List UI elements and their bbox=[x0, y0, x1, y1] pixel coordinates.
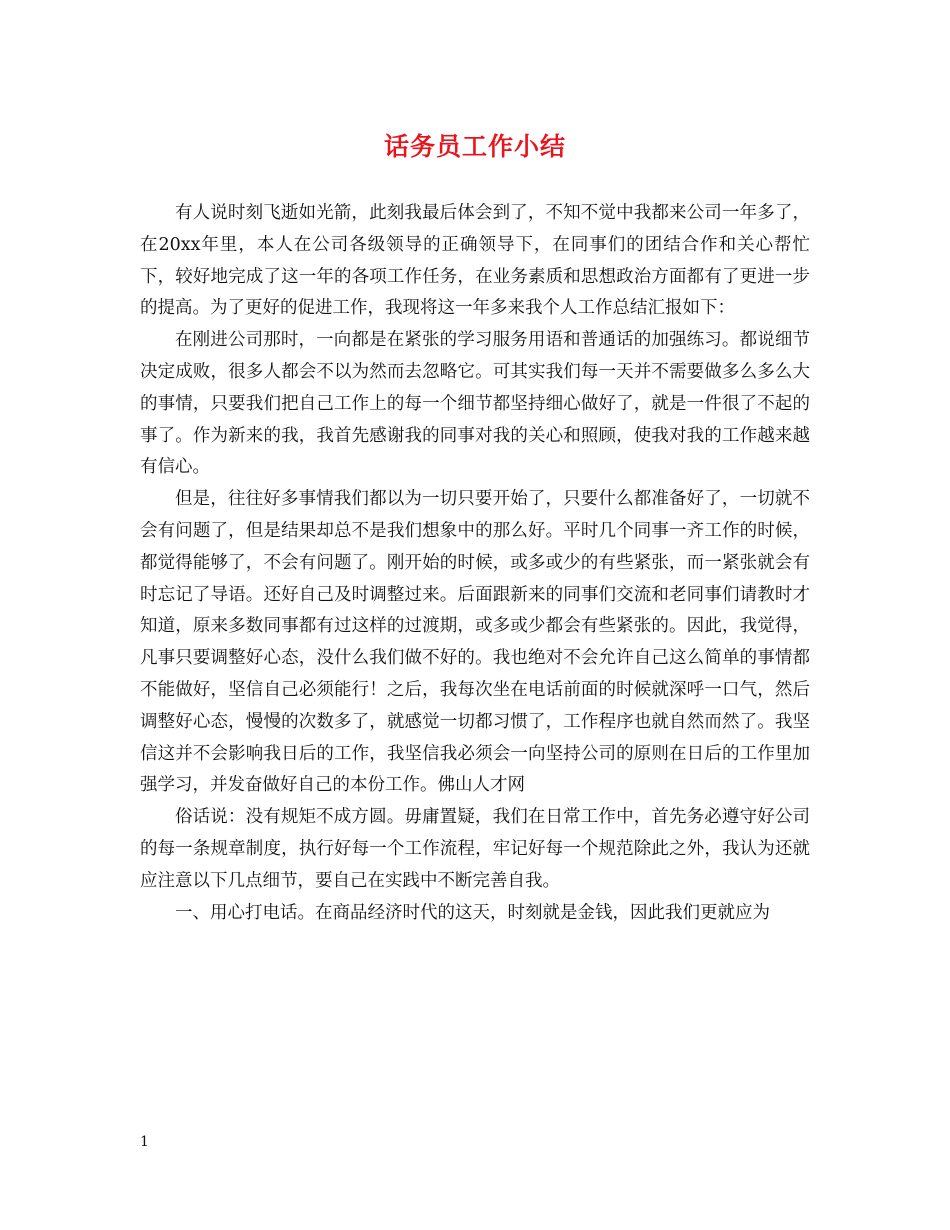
document-body bbox=[140, 198, 810, 929]
paragraph-2: 在刚进公司那时，一向都是在紧张的学习服务用语和普通话的加强练习。都说细节决定成败，很多人都会不以为然而去忽略它。可其实我们每一天并不需要做多么多么大的事情，只要我们把自己工作上的每一个细节都坚持细心做好了，就是一件很了不起的事了。作为新来的我，我首先感谢我的同事对我的关心和照顾，使我对我的工作越来越有信心。 bbox=[140, 330, 810, 478]
paragraph-3: 但是，往往好多事情我们都以为一切只要开始了，只要什么都准备好了，一切就不会有问题了，但是结果却总不是我们想象中的那么好。平时几个同事一齐工作的时候，都觉得能够了，不会有问题了。刚开始的时候，或多或少的有些紧张，而一紧张就会有时忘记了导语。还好自己及时调整过来。后面跟新来的同事们交流和老同事们请教时才知道，原来多数同事都有过这样的过渡期，或多或少都会有些紧张的。因此，我觉得，凡事只要调整好心态，没什么我们做不好的。我也绝对不会允许自己这么简单的事情都不能做好，坚信自己必须能行！之后，我每次坐在电话前面的时候就深呼一口气，然后调整好心态，慢慢的次数多了，就感觉一切都习惯了，工作程序也就自然而然了。我坚信这并不会影响我日后的工作，我坚信我必须会一向坚持公司的原则在日后的工作里加强学习，并发奋做好自己的本份工作。佛山人才网 bbox=[140, 489, 810, 796]
paragraph-1: 有人说时刻飞逝如光箭，此刻我最后体会到了，不知不觉中我都来公司一年多了，在20xx年里，本人在公司各级领导的正确领导下，在同事们的团结合作和关心帮忙下，较好地完成了这一年的各项工作任务，在业务素质和思想政治方面都有了更进一步的提高。为了更好的促进工作，我现将这一年多来我个人工作总结汇报如下： bbox=[140, 203, 810, 319]
paragraph-5: 一、用心打电话。在商品经济时代的这天，时刻就是金钱，因此我们更就应为 bbox=[175, 902, 770, 923]
page-number: 1 bbox=[140, 1134, 149, 1150]
paragraph-4: 俗话说：没有规矩不成方圆。毋庸置疑，我们在日常工作中，首先务必遵守好公司的每一条规章制度，执行好每一个工作流程，牢记好每一个规范除此之外，我认为还就应注意以下几点细节，要自己在实践中不断完善自我。 bbox=[140, 807, 810, 891]
document-title: 话务员工作小结 bbox=[383, 132, 566, 161]
